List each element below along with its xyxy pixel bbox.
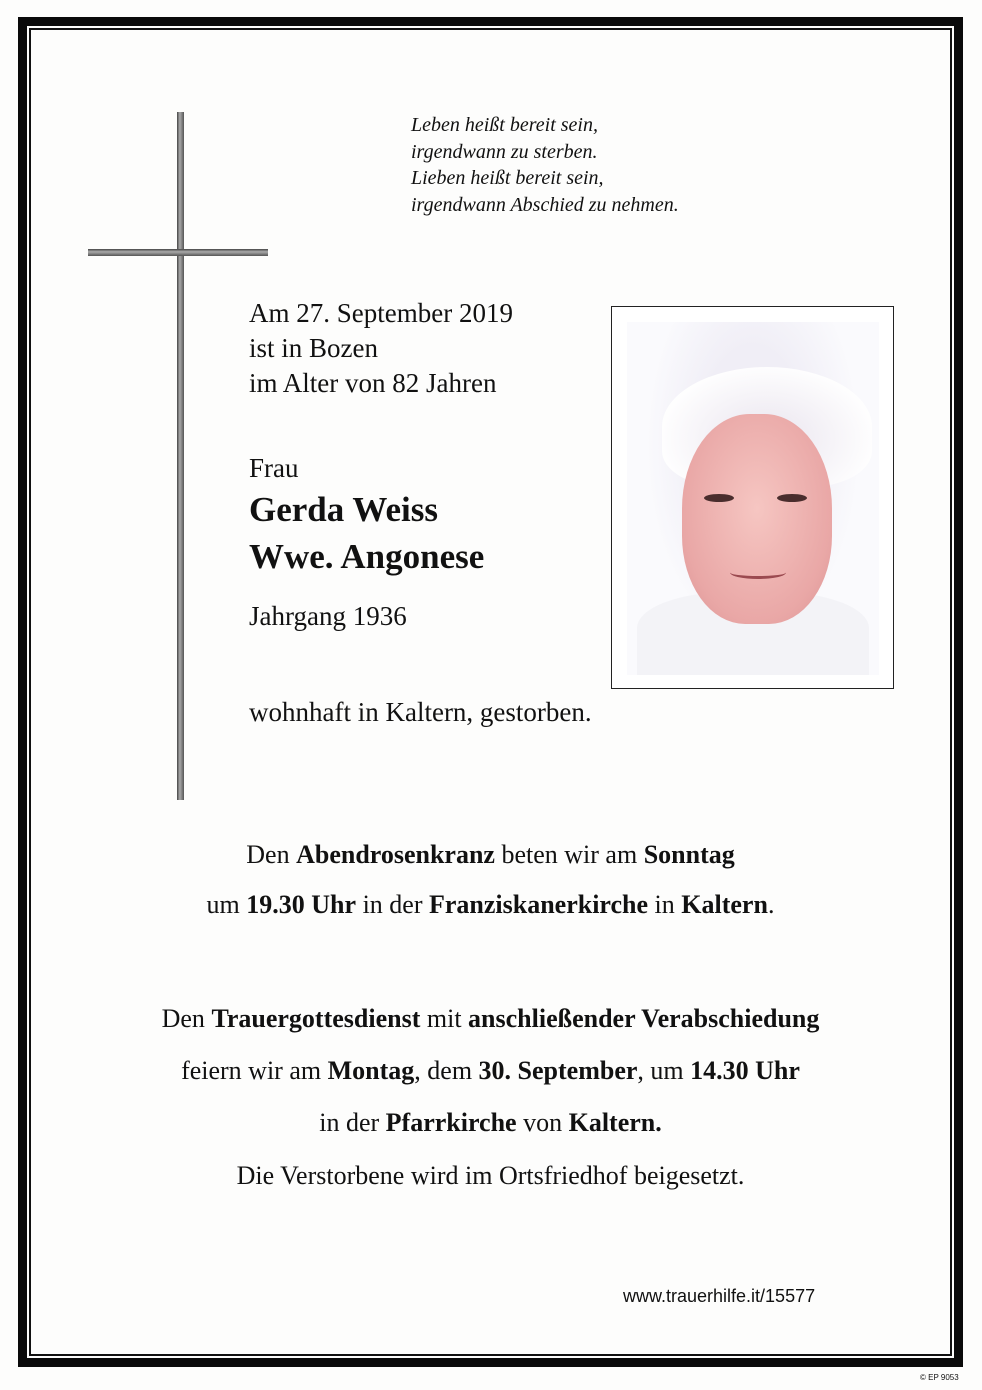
emphasis-text: Montag — [327, 1056, 415, 1085]
text: mit — [420, 1004, 469, 1033]
portrait-frame — [611, 306, 894, 689]
text: in der — [356, 890, 429, 919]
deceased-name: Gerda Weiss — [249, 490, 438, 529]
portrait-photo — [627, 322, 879, 675]
text: , dem — [414, 1056, 479, 1085]
text: beten wir am — [494, 840, 644, 869]
emphasis-text: Kaltern — [681, 890, 768, 919]
deceased-married-name: Wwe. Angonese — [249, 537, 485, 576]
emphasis-text: Kaltern. — [568, 1108, 662, 1137]
salutation: Frau — [249, 453, 299, 483]
service-line — [29, 1004, 952, 1034]
rosary-line — [29, 890, 952, 920]
emphasis-text: 14.30 Uhr — [690, 1056, 800, 1085]
quote-line: irgendwann Abschied zu nehmen. — [411, 193, 679, 216]
death-date: Am 27. September 2019 — [249, 298, 513, 328]
text: feiern wir am — [181, 1056, 328, 1085]
birth-year: Jahrgang 1936 — [249, 601, 407, 631]
copyright: © EP 9053 — [920, 1373, 959, 1382]
rosary-line — [29, 840, 952, 870]
emphasis-text: Pfarrkirche — [385, 1108, 517, 1137]
inner-border — [29, 28, 952, 1356]
text: , um — [637, 1056, 691, 1085]
text: in der — [319, 1108, 386, 1137]
text: in — [648, 890, 682, 919]
emphasis-text: Trauergottesdienst — [211, 1004, 421, 1033]
text: um — [206, 890, 247, 919]
service-line — [29, 1161, 952, 1191]
quote — [411, 112, 679, 218]
emphasis-text: 30. September — [478, 1056, 638, 1085]
age: im Alter von 82 Jahren — [249, 368, 497, 398]
cross-icon — [177, 112, 184, 800]
residence: wohnhaft in Kaltern, gestorben. — [249, 697, 592, 727]
service-line — [29, 1108, 952, 1138]
cross-icon-beam — [88, 249, 268, 256]
quote-line: irgendwann zu sterben. — [411, 140, 598, 163]
emphasis-text: 19.30 Uhr — [246, 890, 357, 919]
death-place: ist in Bozen — [249, 333, 378, 363]
emphasis-text: Sonntag — [643, 840, 735, 869]
quote-line: Lieben heißt bereit sein, — [411, 167, 604, 189]
quote-line: Leben heißt bereit sein, — [411, 114, 598, 136]
website-link[interactable]: www.trauerhilfe.it/15577 — [623, 1286, 816, 1306]
emphasis-text: Abendrosenkranz — [296, 840, 495, 869]
text: Den — [161, 1004, 212, 1033]
emphasis-text: anschließender Verabschiedung — [468, 1004, 820, 1033]
emphasis-text: Franziskanerkirche — [428, 890, 649, 919]
text: von — [516, 1108, 569, 1137]
text: . — [767, 890, 775, 919]
service-line — [29, 1056, 952, 1086]
text: Den — [246, 840, 297, 869]
text: Die Verstorbene wird im Ortsfriedhof beigesetzt. — [236, 1161, 745, 1190]
